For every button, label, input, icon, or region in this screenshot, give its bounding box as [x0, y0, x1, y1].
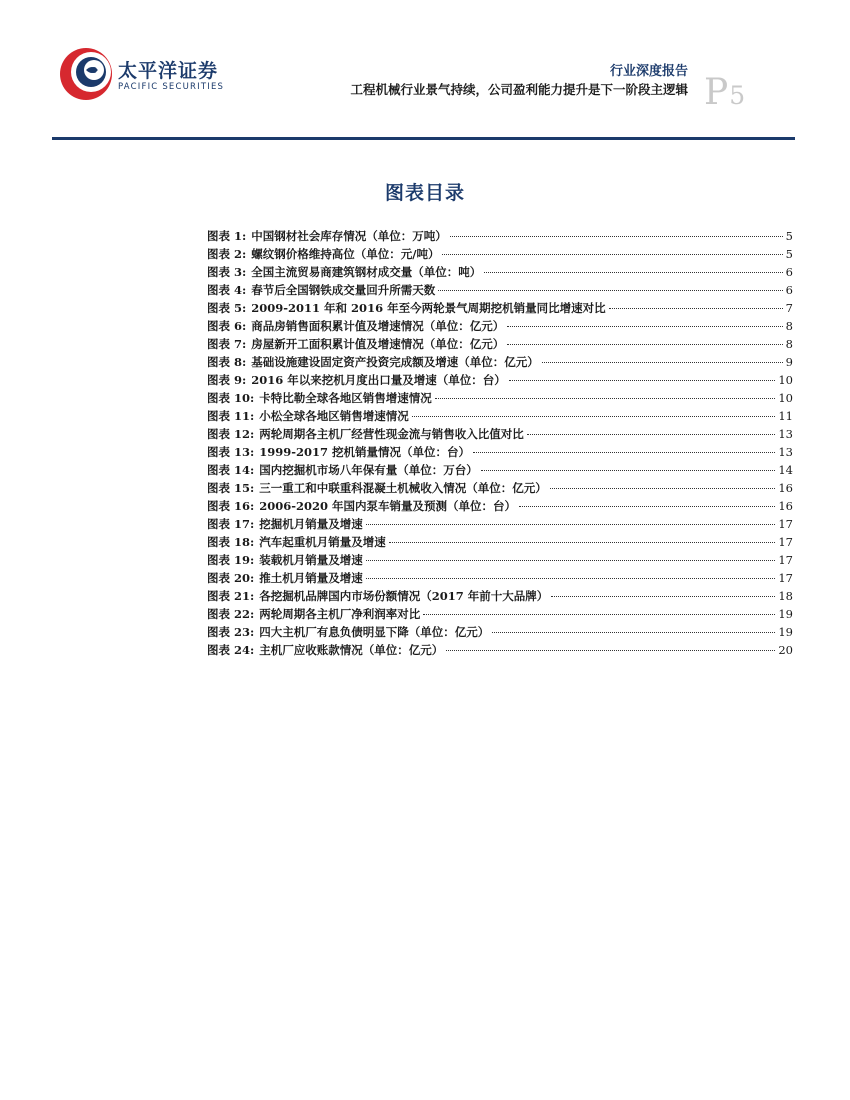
- toc-dot-leader: [366, 560, 776, 561]
- toc-entry-title[interactable]: 两轮周期各主机厂净利润率对比: [259, 607, 421, 621]
- toc-entry-title[interactable]: 春节后全国钢铁成交量回升所需天数: [251, 283, 436, 297]
- toc-entry-title[interactable]: 卡特比勒全球各地区销售增速情况: [259, 391, 432, 405]
- toc-entry-label: 图表 14:: [207, 463, 255, 477]
- toc-dot-leader: [389, 542, 776, 543]
- toc-entry[interactable]: [207, 570, 793, 588]
- toc-entry-label: 图表 16:: [207, 499, 255, 513]
- toc-entry-page[interactable]: 17: [778, 571, 793, 585]
- toc-entry[interactable]: [207, 516, 793, 534]
- toc-entry-title[interactable]: 装载机月销量及增速: [259, 553, 363, 567]
- toc-dot-leader: [484, 272, 782, 273]
- toc-entry-title[interactable]: 挖掘机月销量及增速: [259, 517, 363, 531]
- page-mark-number: 5: [729, 81, 746, 110]
- toc-entry-title[interactable]: 基础设施建设固定资产投资完成额及增速（单位：亿元）: [251, 355, 539, 369]
- toc-entry-page[interactable]: 17: [778, 553, 793, 567]
- report-type: 行业深度报告: [609, 64, 688, 79]
- toc-dot-leader: [412, 416, 776, 417]
- toc-dot-leader: [550, 488, 776, 489]
- toc-entry[interactable]: [207, 246, 793, 264]
- toc-dot-leader: [442, 254, 782, 255]
- toc-entry[interactable]: [207, 588, 793, 606]
- toc-entry-title[interactable]: 小松全球各地区销售增速情况: [259, 409, 409, 423]
- toc-entry[interactable]: [207, 264, 793, 282]
- toc-entry-label: 图表 18:: [207, 535, 255, 549]
- toc-entry-title[interactable]: 商品房销售面积累计值及增速情况（单位：亿元）: [251, 319, 505, 333]
- toc-dot-leader: [450, 236, 783, 237]
- toc-dot-leader: [551, 596, 775, 597]
- toc-entry-page[interactable]: 18: [778, 589, 793, 603]
- toc-entry[interactable]: [207, 282, 793, 300]
- toc-entry-page[interactable]: 19: [778, 625, 793, 639]
- toc-entry-page[interactable]: 5: [785, 247, 793, 261]
- toc-entry-title[interactable]: 2006-2020 年国内泵车销量及预测（单位：台）: [259, 499, 517, 513]
- toc-entry-title[interactable]: 2009-2011 年和 2016 年至今两轮景气周期挖机销量同比增速对比: [251, 301, 606, 315]
- toc-entry[interactable]: [207, 534, 793, 552]
- toc-entry-page[interactable]: 8: [785, 319, 793, 333]
- toc-dot-leader: [473, 452, 775, 453]
- toc-entry-page[interactable]: 16: [778, 499, 793, 513]
- logo-name-en: PACIFIC SECURITIES: [118, 82, 225, 92]
- toc-entry-page[interactable]: 6: [785, 283, 793, 297]
- toc-entry-page[interactable]: 5: [785, 229, 793, 243]
- toc-dot-leader: [446, 650, 775, 651]
- logo-name-cn: 太平洋证券: [118, 60, 219, 82]
- toc-entry[interactable]: [207, 300, 793, 318]
- toc-entry-page[interactable]: 17: [778, 517, 793, 531]
- toc-entry-page[interactable]: 16: [778, 481, 793, 495]
- toc-dot-leader: [492, 632, 775, 633]
- toc-entry-label: 图表 4:: [207, 283, 247, 297]
- toc-entry-label: 图表 17:: [207, 517, 255, 531]
- toc-entry[interactable]: [207, 480, 793, 498]
- toc-entry[interactable]: [207, 642, 793, 660]
- toc-entry-page[interactable]: 10: [778, 373, 793, 387]
- toc-entry-label: 图表 22:: [207, 607, 255, 621]
- toc-entry-page[interactable]: 19: [778, 607, 793, 621]
- toc-entry-title[interactable]: 推土机月销量及增速: [259, 571, 363, 585]
- toc-entry-page[interactable]: 9: [785, 355, 793, 369]
- toc-entry-label: 图表 5:: [207, 301, 247, 315]
- toc-dot-leader: [527, 434, 776, 435]
- toc-entry-page[interactable]: 17: [778, 535, 793, 549]
- toc-entry-title[interactable]: 中国钢材社会库存情况（单位：万吨）: [251, 229, 447, 243]
- toc-entry[interactable]: [207, 444, 793, 462]
- toc-entry-page[interactable]: 13: [778, 427, 793, 441]
- toc-entry-label: 图表 7:: [207, 337, 247, 351]
- toc-dot-leader: [423, 614, 775, 615]
- toc-entry[interactable]: [207, 408, 793, 426]
- toc-dot-leader: [438, 290, 782, 291]
- toc-entry[interactable]: [207, 426, 793, 444]
- toc-entry-label: 图表 19:: [207, 553, 255, 567]
- toc-entry-title[interactable]: 主机厂应收账款情况（单位：亿元）: [259, 643, 444, 657]
- toc-entry[interactable]: [207, 372, 793, 390]
- toc-dot-leader: [542, 362, 783, 363]
- toc-dot-leader: [435, 398, 776, 399]
- toc-entry[interactable]: [207, 390, 793, 408]
- toc-entry-label: 图表 20:: [207, 571, 255, 585]
- toc-entry-title[interactable]: 两轮周期各主机厂经营性现金流与销售收入比值对比: [259, 427, 524, 441]
- toc-dot-leader: [609, 308, 783, 309]
- toc-entry[interactable]: [207, 228, 793, 246]
- report-title: 工程机械行业景气持续，公司盈利能力提升是下一阶段主逻辑: [350, 82, 688, 97]
- page-mark-letter: P: [704, 72, 729, 113]
- toc-entry-title[interactable]: 2016 年以来挖机月度出口量及增速（单位：台）: [251, 373, 506, 387]
- toc-entry-label: 图表 12:: [207, 427, 255, 441]
- toc-entry-title[interactable]: 1999-2017 挖机销量情况（单位：台）: [259, 445, 471, 459]
- company-logo: [58, 46, 228, 102]
- toc-dot-leader: [507, 344, 782, 345]
- toc-entry-page[interactable]: 13: [778, 445, 793, 459]
- toc-dot-leader: [507, 326, 782, 327]
- toc-entry[interactable]: [207, 552, 793, 570]
- toc-dot-leader: [481, 470, 776, 471]
- toc-entry-label: 图表 10:: [207, 391, 255, 405]
- toc-entry-label: 图表 11:: [207, 409, 255, 423]
- toc-entry-title[interactable]: 房屋新开工面积累计值及增速情况（单位：亿元）: [251, 337, 505, 351]
- toc-entry-label: 图表 13:: [207, 445, 255, 459]
- toc-entry-label: 图表 15:: [207, 481, 255, 495]
- toc-heading: 图表目录: [384, 182, 465, 204]
- toc-entry[interactable]: [207, 354, 793, 372]
- toc-dot-leader: [366, 578, 776, 579]
- toc-dot-leader: [519, 506, 775, 507]
- toc-entry[interactable]: [207, 318, 793, 336]
- toc-entry-label: 图表 3:: [207, 265, 247, 279]
- toc-entry-page[interactable]: 20: [778, 643, 793, 657]
- toc-entry-label: 图表 1:: [207, 229, 247, 243]
- toc-entry-title[interactable]: 螺纹钢价格维持高位（单位：元/吨）: [251, 247, 440, 261]
- toc-entry-page[interactable]: 6: [785, 265, 793, 279]
- toc-entry-title[interactable]: 全国主流贸易商建筑钢材成交量（单位：吨）: [251, 265, 482, 279]
- toc-entry-label: 图表 9:: [207, 373, 247, 387]
- toc-entry[interactable]: [207, 498, 793, 516]
- toc-dot-leader: [509, 380, 776, 381]
- toc-entry-label: 图表 23:: [207, 625, 255, 639]
- toc-entry-label: 图表 2:: [207, 247, 247, 261]
- page-number-mark: [704, 72, 745, 113]
- toc-list: [207, 228, 793, 660]
- toc-entry-page[interactable]: 8: [785, 337, 793, 351]
- toc-dot-leader: [366, 524, 776, 525]
- toc-entry-label: 图表 21:: [207, 589, 255, 603]
- toc-entry-label: 图表 6:: [207, 319, 247, 333]
- toc-entry-title[interactable]: 汽车起重机月销量及增速: [259, 535, 386, 549]
- toc-entry-label: 图表 8:: [207, 355, 247, 369]
- pacific-securities-logo-icon: [58, 46, 114, 102]
- toc-entry-title[interactable]: 国内挖掘机市场八年保有量（单位：万台）: [259, 463, 478, 477]
- header-divider: [52, 137, 795, 140]
- toc-entry-page[interactable]: 10: [778, 391, 793, 405]
- toc-entry-page[interactable]: 7: [785, 301, 793, 315]
- toc-entry-page[interactable]: 11: [778, 409, 793, 423]
- toc-entry[interactable]: [207, 336, 793, 354]
- toc-entry-title[interactable]: 四大主机厂有息负债明显下降（单位：亿元）: [259, 625, 490, 639]
- toc-entry-label: 图表 24:: [207, 643, 255, 657]
- toc-entry-title[interactable]: 三一重工和中联重科混凝土机械收入情况（单位：亿元）: [259, 481, 547, 495]
- toc-entry[interactable]: [207, 462, 793, 480]
- toc-entry-title[interactable]: 各挖掘机品牌国内市场份额情况（2017 年前十大品牌）: [259, 589, 549, 603]
- toc-entry[interactable]: [207, 624, 793, 642]
- toc-entry[interactable]: [207, 606, 793, 624]
- toc-entry-page[interactable]: 14: [778, 463, 793, 477]
